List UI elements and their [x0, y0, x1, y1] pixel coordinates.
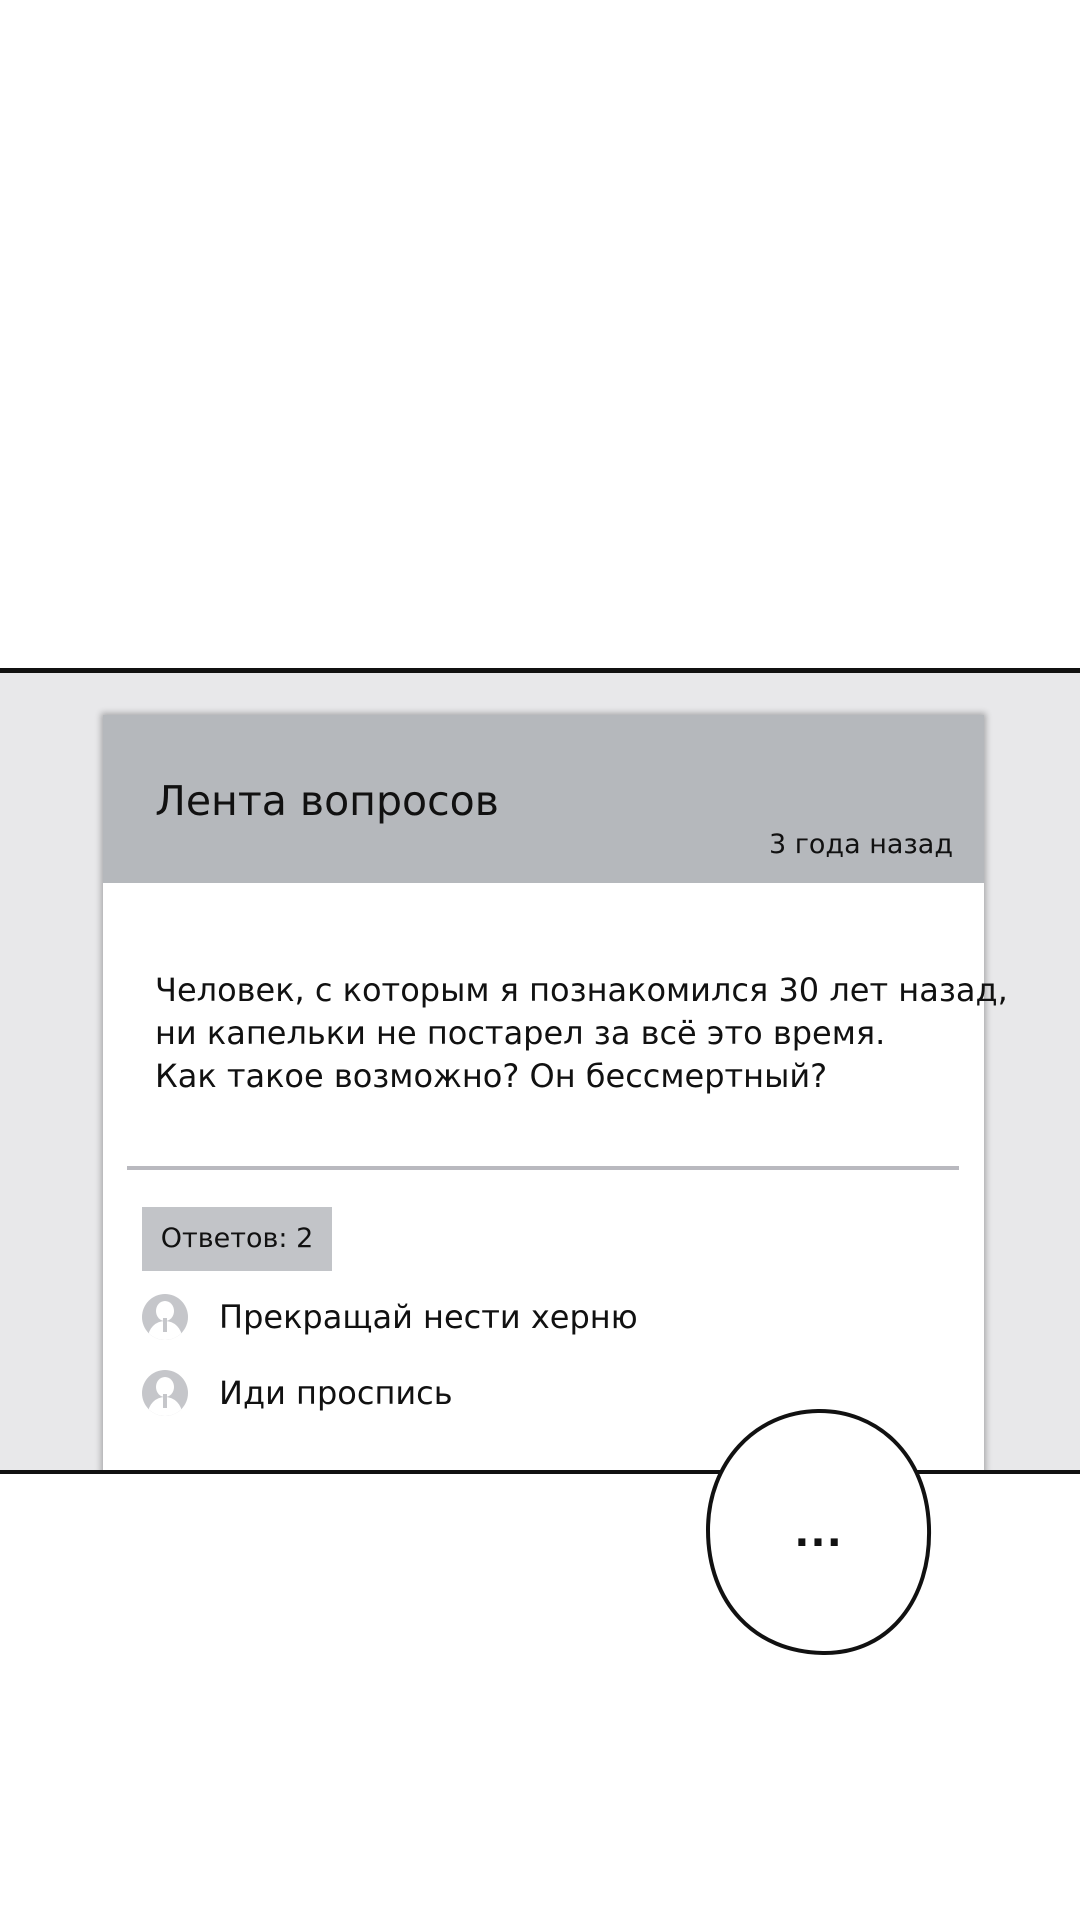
question-line: ни капельки не постарел за всё это время.: [155, 1014, 886, 1052]
answers-count-badge[interactable]: Ответов: 2: [142, 1207, 332, 1271]
speech-bubble: [705, 1408, 932, 1657]
question-card: [103, 715, 1008, 1474]
question-line: Человек, с которым я познакомился 30 лет назад,: [155, 971, 1008, 1009]
answer-text: Иди проспись: [219, 1374, 453, 1412]
answer-item[interactable]: [142, 1293, 638, 1341]
post-timestamp: 3 года назад: [768, 829, 953, 860]
answer-text: Прекращай нести херню: [219, 1298, 638, 1336]
card-header: [103, 715, 984, 883]
question-text: [155, 969, 1008, 1098]
feed-title: Лента вопросов: [155, 777, 499, 825]
divider: [127, 1166, 959, 1170]
answer-item[interactable]: [142, 1369, 453, 1417]
user-avatar-icon: [142, 1370, 188, 1416]
comic-panel: [0, 668, 1080, 1474]
user-avatar-icon: [142, 1294, 188, 1340]
speech-bubble-text: ...: [794, 1509, 843, 1556]
question-line: Как такое возможно? Он бессмертный?: [155, 1057, 828, 1095]
